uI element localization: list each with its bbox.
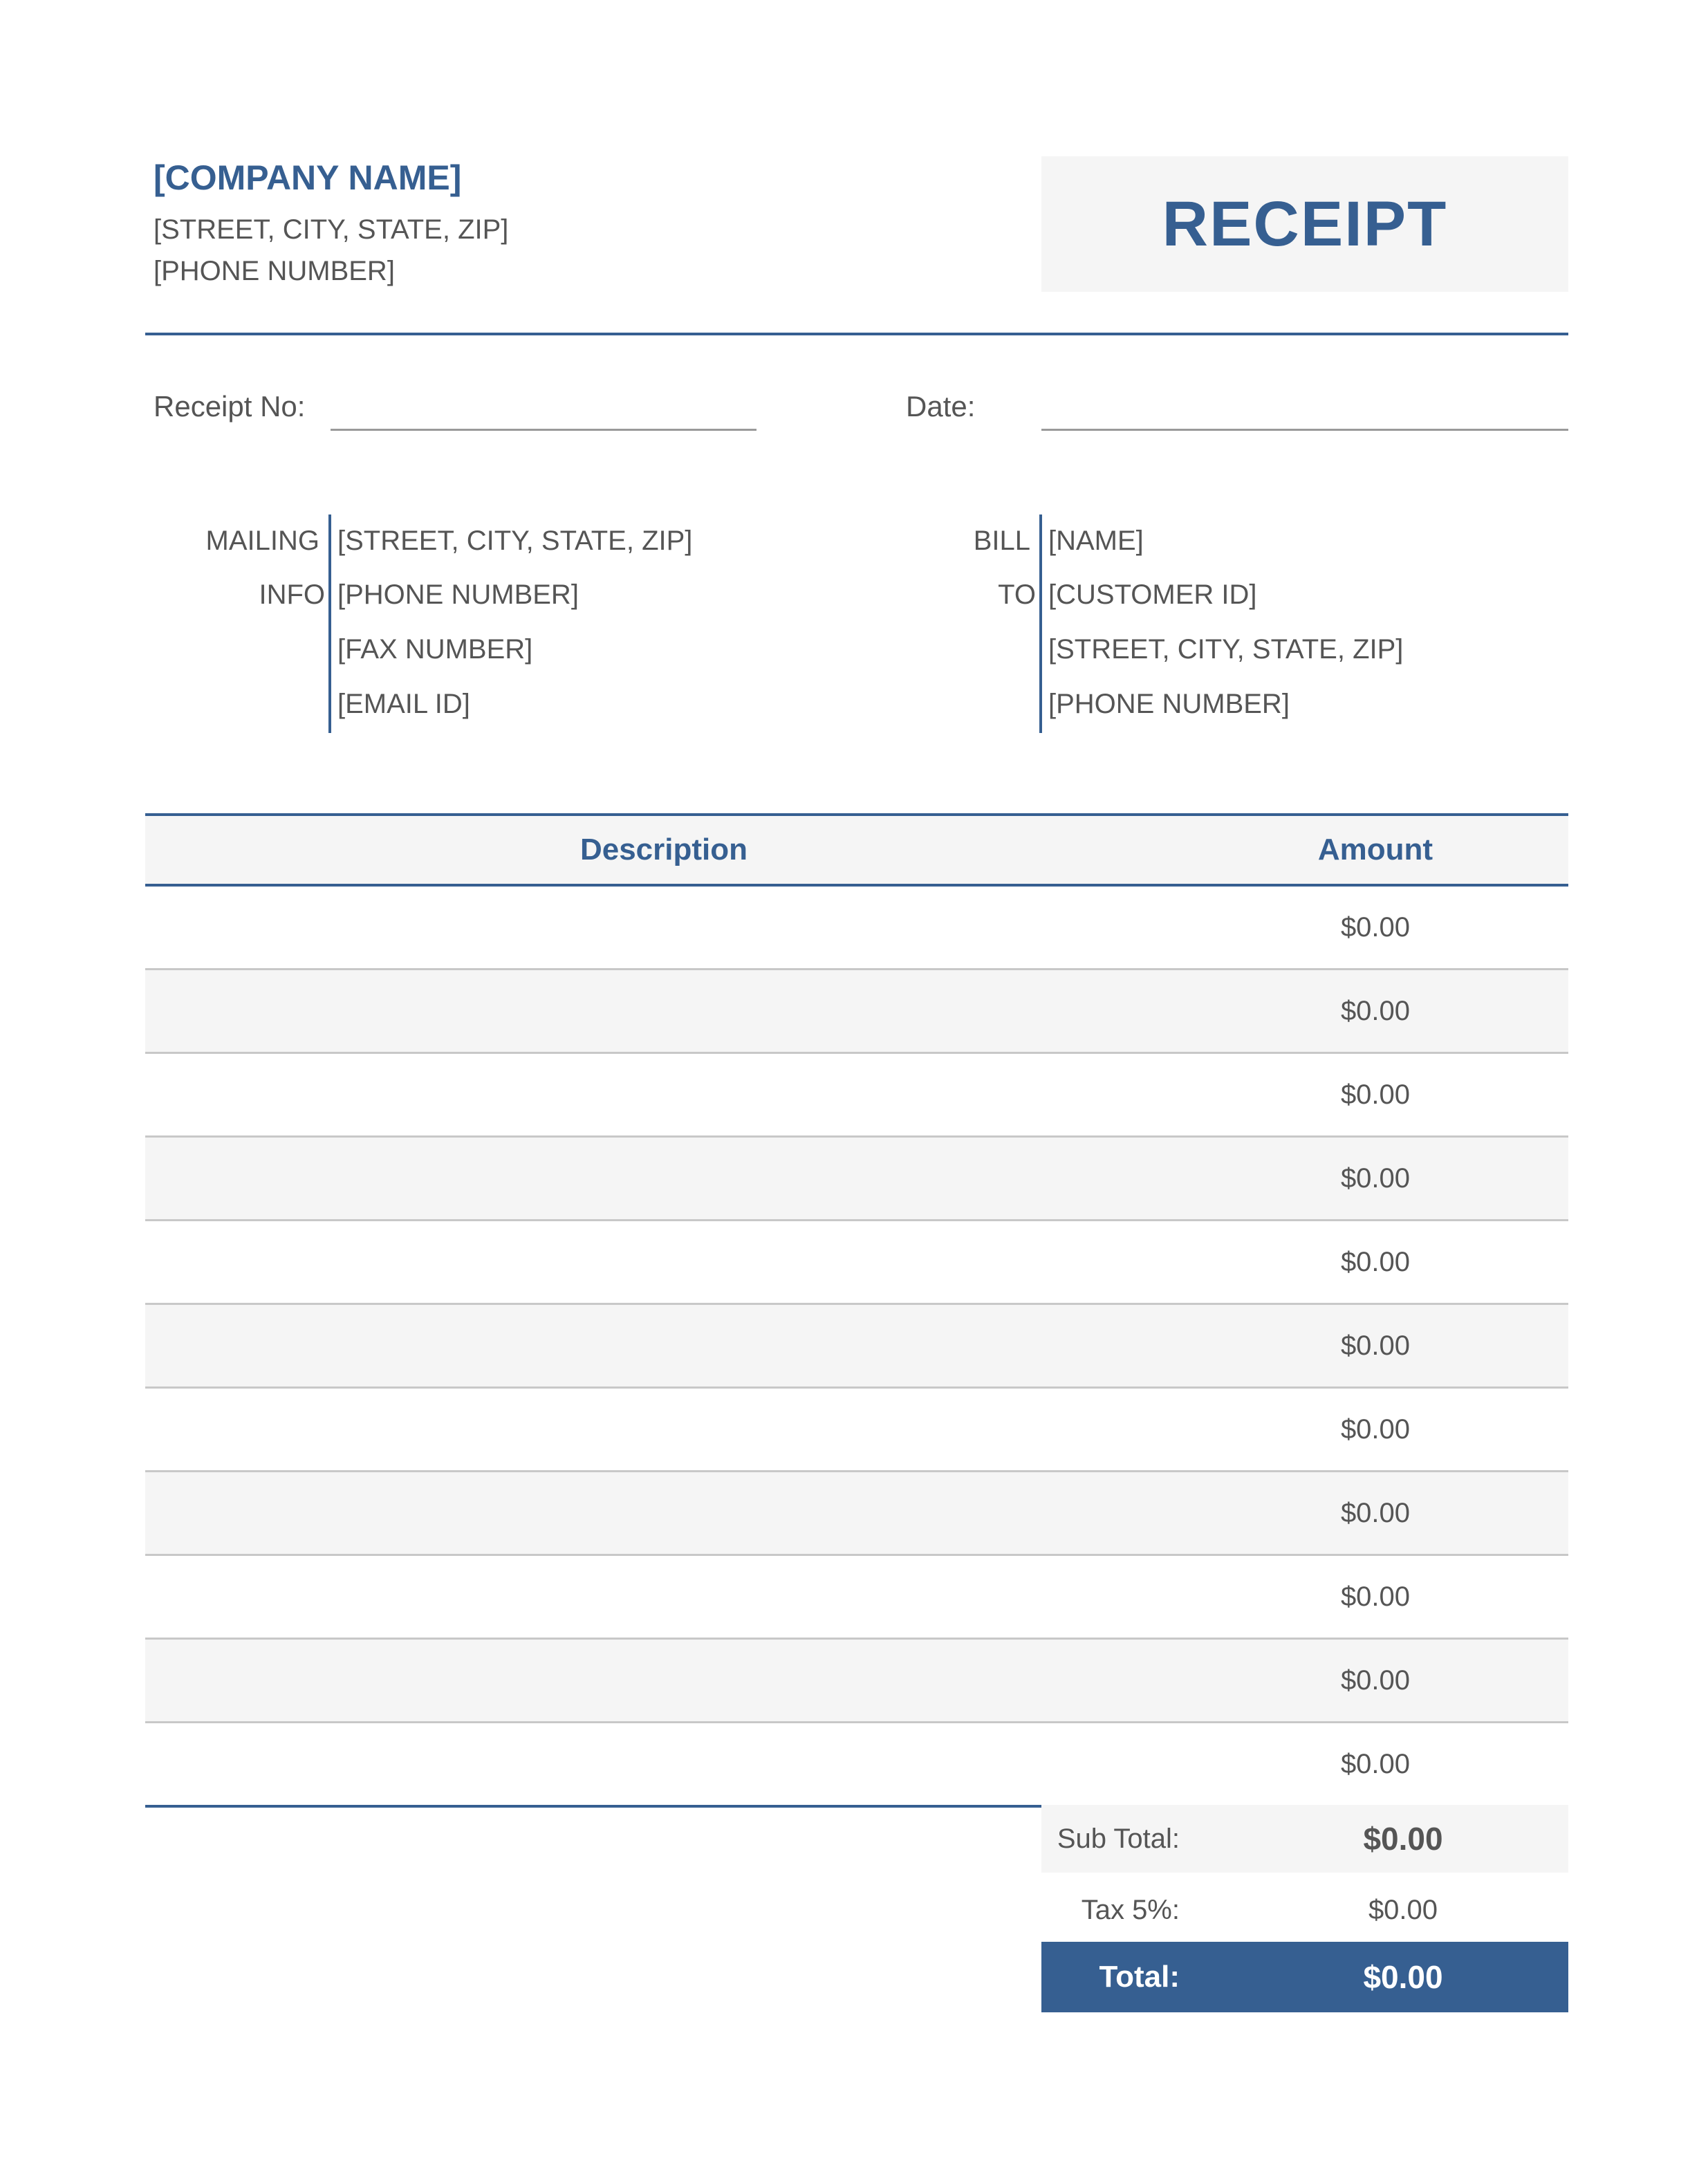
items-table <box>145 813 1568 1808</box>
description-cell[interactable] <box>145 1472 1182 1554</box>
amount-cell[interactable]: $0.00 <box>1340 1162 1411 1194</box>
subtotal-label: Sub Total: <box>1057 1823 1180 1854</box>
company-name: [COMPANY NAME] <box>154 158 462 197</box>
description-cell[interactable] <box>145 887 1182 968</box>
description-header: Description <box>579 833 748 866</box>
amount-cell[interactable]: $0.00 <box>1340 995 1411 1026</box>
description-cell[interactable] <box>145 1389 1182 1470</box>
tax-value: $0.00 <box>1368 1894 1438 1925</box>
bill-to-customer-id: [CUSTOMER ID] <box>1048 579 1257 610</box>
company-phone: [PHONE NUMBER] <box>154 256 395 286</box>
description-cell[interactable] <box>145 1054 1182 1135</box>
description-cell[interactable] <box>145 970 1182 1052</box>
total-label: Total: <box>1099 1960 1180 1994</box>
table-row <box>145 1640 1568 1723</box>
table-header <box>145 813 1568 887</box>
table-row <box>145 1305 1568 1389</box>
amount-cell[interactable]: $0.00 <box>1340 1246 1411 1277</box>
bill-to-label-line1: BILL <box>973 526 1030 556</box>
tax-label: Tax 5%: <box>1081 1894 1180 1925</box>
total-row <box>1041 1942 1568 2012</box>
description-cell[interactable] <box>145 1723 1182 1805</box>
table-row <box>145 1389 1568 1472</box>
table-row <box>145 1556 1568 1640</box>
total-value: $0.00 <box>1363 1959 1443 1995</box>
mailing-address: [STREET, CITY, STATE, ZIP] <box>337 526 693 556</box>
amount-header: Amount <box>1317 833 1433 866</box>
description-cell[interactable] <box>145 1138 1182 1219</box>
description-cell[interactable] <box>145 1556 1182 1638</box>
amount-cell[interactable]: $0.00 <box>1340 1330 1411 1361</box>
description-cell[interactable] <box>145 1640 1182 1721</box>
table-row <box>145 1723 1568 1808</box>
mailing-fax: [FAX NUMBER] <box>337 634 533 665</box>
header-divider <box>145 333 1568 335</box>
table-row <box>145 970 1568 1054</box>
description-cell[interactable] <box>145 1221 1182 1303</box>
date-field[interactable] <box>1041 429 1568 431</box>
table-row <box>145 1138 1568 1221</box>
bill-to-address: [STREET, CITY, STATE, ZIP] <box>1048 634 1404 665</box>
table-row <box>145 1472 1568 1556</box>
company-address: [STREET, CITY, STATE, ZIP] <box>154 214 509 245</box>
subtotal-row <box>1041 1805 1568 1873</box>
table-row <box>145 1221 1568 1305</box>
bill-to-divider <box>1039 514 1042 733</box>
tax-row <box>1041 1880 1568 1940</box>
receipt-no-label: Receipt No: <box>154 390 306 423</box>
mailing-email: [EMAIL ID] <box>337 689 470 719</box>
amount-cell[interactable]: $0.00 <box>1340 1497 1411 1528</box>
amount-cell[interactable]: $0.00 <box>1340 1581 1411 1612</box>
date-label: Date: <box>906 390 976 423</box>
table-row <box>145 887 1568 970</box>
mailing-label-line2: INFO <box>259 579 325 610</box>
bill-to-label-line2: TO <box>998 579 1036 610</box>
amount-cell[interactable]: $0.00 <box>1340 911 1411 943</box>
bill-to-phone: [PHONE NUMBER] <box>1048 689 1290 719</box>
amount-cell[interactable]: $0.00 <box>1340 1079 1411 1110</box>
mailing-divider <box>328 514 331 733</box>
receipt-no-field[interactable] <box>331 429 756 431</box>
amount-cell[interactable]: $0.00 <box>1340 1664 1411 1696</box>
bill-to-name: [NAME] <box>1048 526 1144 556</box>
receipt-title-box <box>1041 156 1568 292</box>
mailing-phone: [PHONE NUMBER] <box>337 579 579 610</box>
description-cell[interactable] <box>145 1305 1182 1386</box>
amount-cell[interactable]: $0.00 <box>1340 1748 1411 1779</box>
table-row <box>145 1054 1568 1138</box>
amount-cell[interactable]: $0.00 <box>1340 1413 1411 1445</box>
receipt-title: RECEIPT <box>1162 188 1448 259</box>
mailing-label-line1: MAILING <box>205 526 319 556</box>
subtotal-value: $0.00 <box>1363 1821 1443 1857</box>
